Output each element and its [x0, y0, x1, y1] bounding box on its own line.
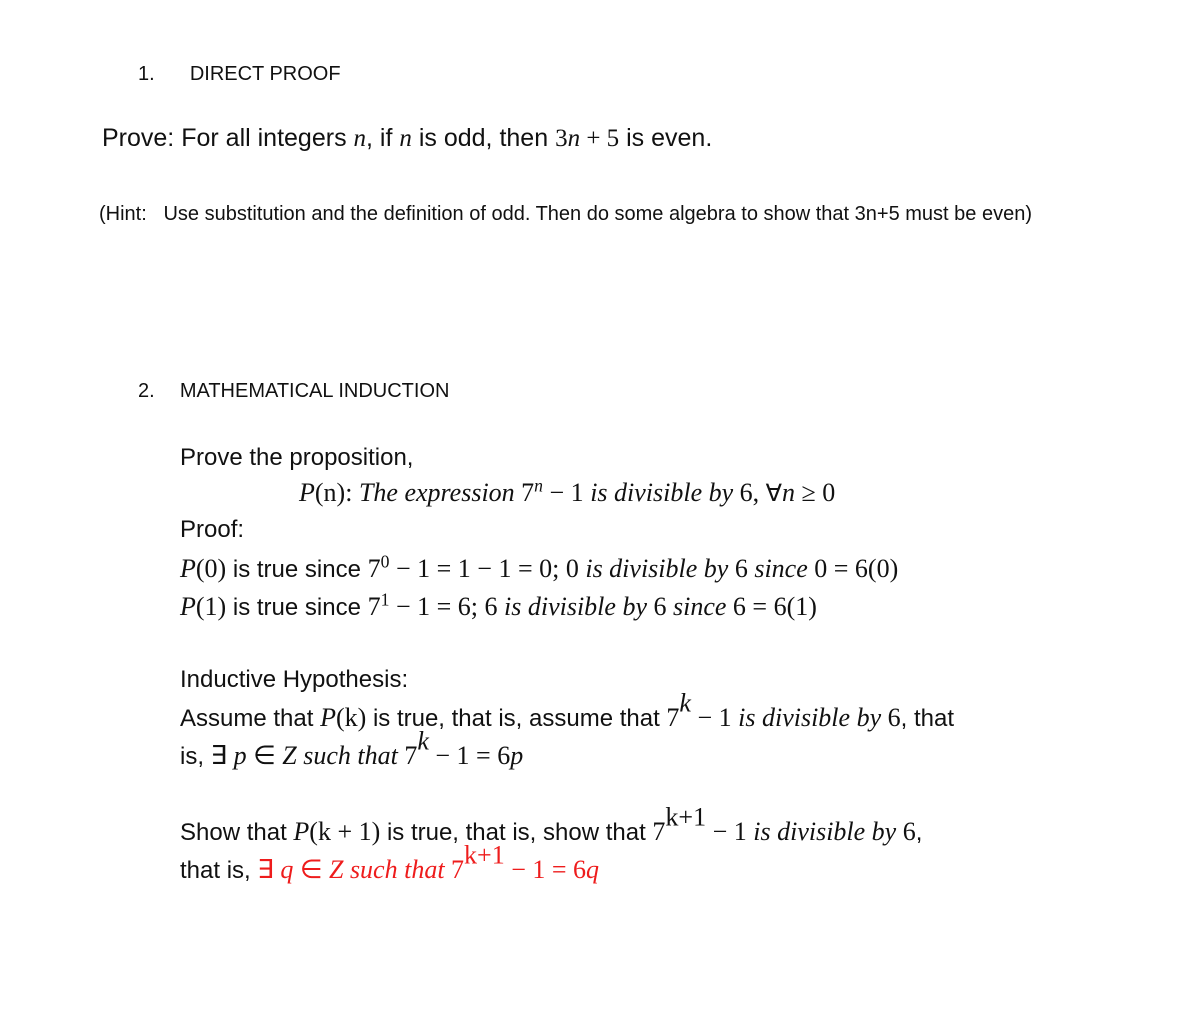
base-case-1: P(1) is true since $7^1 - 1 = 6$; 6 is divisible by 6 since 6 = 6(1) — [180, 589, 817, 621]
show-line-1: Show that P(k + 1) is true, that is, show that 7k+1 − 1 is divisible by 6, — [180, 802, 923, 846]
section-1-number: 1. — [138, 63, 155, 85]
section-1-title: DIRECT PROOF — [189, 63, 341, 85]
statement-text: , if — [366, 124, 393, 152]
inductive-hypothesis-label: Inductive Hypothesis: — [180, 666, 409, 693]
var-n: n — [353, 125, 367, 152]
statement-text: is odd, then — [418, 124, 549, 152]
highlighted-goal: ∃ q ∈ Z such that 7k+1 − 1 = 6q — [257, 840, 600, 885]
section-2-heading — [138, 380, 449, 403]
exists-symbol: ∃ — [257, 855, 274, 885]
section-1-heading — [138, 63, 341, 86]
hypothesis-line-1: Assume that P(k) is true, that is, assume that 7k − 1 is divisible by 6, that — [180, 688, 954, 732]
hint-text: Use substitution and the definition of odd. Then do some algebra to show that 3n+5 must be even) — [163, 203, 1032, 225]
statement-text: is even. — [626, 124, 713, 152]
proof-label: Proof: — [180, 516, 245, 543]
section-2-number: 2. — [138, 380, 155, 402]
hint-label: (Hint: — [99, 203, 147, 225]
k-plus-1-arg: (k + 1) — [309, 817, 381, 846]
hint-paragraph — [99, 198, 1089, 230]
show-line-2: that is, ∃ q ∈ Z such that 7k+1 − 1 = 6q — [180, 840, 600, 885]
base-case-0: P(0) is true since $7^0 - 1 = 1 - 1 = 0$; 0 is divisible by 6 since 0 = 6(0) — [180, 551, 899, 583]
var-n: n — [399, 125, 412, 152]
element-of-symbol: ∈ — [299, 855, 323, 885]
prove-intro: Prove the proposition, — [180, 444, 414, 471]
expression-3n-plus-5: 3n + 5 — [555, 125, 620, 152]
direct-proof-statement — [102, 124, 712, 153]
prove-label: Prove: — [102, 124, 175, 152]
section-2-title: MATHEMATICAL INDUCTION — [179, 380, 450, 402]
proposition-line: P(n): The expression $7^n - 1$ is divisible by 6, ∀n ≥ 0 — [299, 475, 836, 507]
statement-text: For all integers — [181, 124, 347, 152]
hypothesis-line-2: is, ∃ p ∈ Z such that 7k − 1 = 6p — [180, 726, 524, 771]
element-of-symbol: ∈ — [253, 741, 276, 771]
exists-symbol: ∃ — [210, 741, 228, 771]
